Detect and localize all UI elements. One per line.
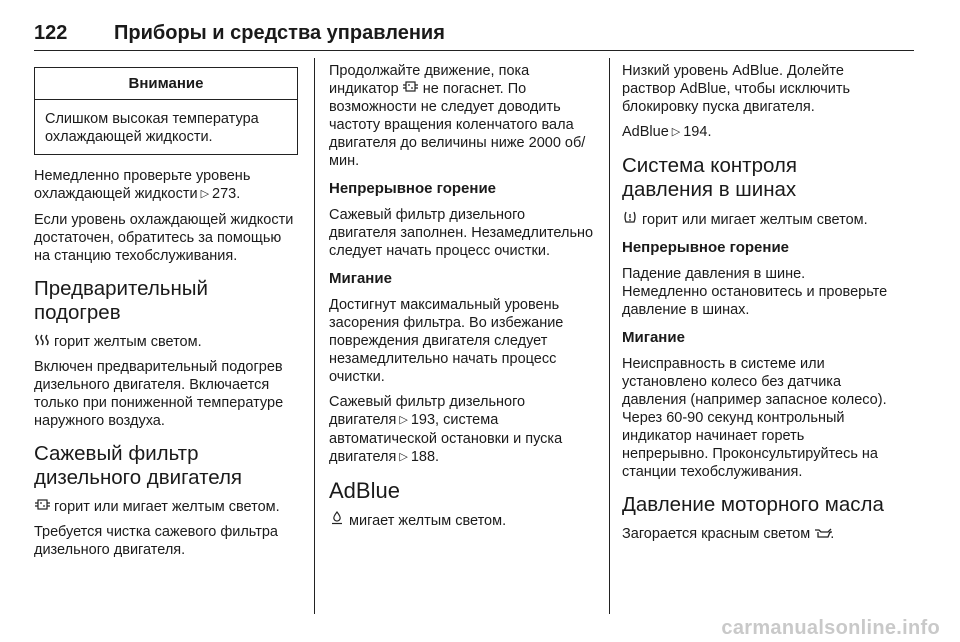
- section-heading: Система контроля давления в шинах: [622, 154, 797, 201]
- paragraph: Сажевый фильтр дизельного двигателя ▷ 193, система автоматической остановки и пуска двигателя ▷ 188.: [329, 394, 563, 465]
- column-divider: [609, 58, 610, 614]
- paragraph: Низкий уровень AdBlue. Долейте раствор AdBlue, чтобы исключить блокировку пуска двигателя.: [622, 63, 851, 115]
- column-divider: [314, 58, 315, 614]
- tire-pressure-icon: [622, 210, 638, 229]
- reference-arrow-icon: ▷: [200, 188, 210, 200]
- oil-can-icon: [814, 525, 830, 543]
- paragraph-text: мигает желтым светом.: [349, 513, 507, 529]
- paragraph: Сажевый фильтр дизельного двигателя заполнен. Незамедлительно следует начать процесс очистки.: [329, 207, 594, 259]
- reference-arrow-icon: ▷: [399, 451, 408, 463]
- column-2: [329, 62, 595, 537]
- page-number: 122: [34, 22, 68, 44]
- paragraph-text: горит желтым светом.: [54, 334, 202, 350]
- paragraph-text: AdBlue: [622, 124, 669, 140]
- column-1: [34, 62, 298, 566]
- section-heading: AdBlue: [329, 478, 400, 503]
- chapter-title: Приборы и средства управления: [114, 22, 445, 44]
- paragraph: [329, 511, 595, 530]
- paragraph: Если уровень охлаждающей жидкости достаточен, обратитесь за помощью на станцию техобслуживания.: [34, 212, 294, 264]
- paragraph-text: не погаснет. По возможности не следует доводить частоту вращения коленчатого вала двигателя до величины ниже 2000 об/мин.: [329, 81, 586, 169]
- page-reference[interactable]: 193: [410, 412, 436, 428]
- paragraph: [329, 62, 595, 170]
- page-reference[interactable]: 188: [410, 449, 436, 465]
- reference-arrow-icon: ▷: [671, 126, 681, 138]
- paragraph-text: , система автоматической остановки и пуска двигателя: [329, 412, 563, 465]
- paragraph: Загорается красным светом .: [622, 526, 835, 542]
- paragraph: Немедленно проверьте уровень охлаждающей жидкости ▷ 273.: [34, 168, 251, 202]
- paragraph-text: Загорается красным светом: [622, 526, 811, 542]
- section-heading: Сажевый фильтр дизельного двигателя: [34, 442, 243, 489]
- column-3: [622, 62, 888, 550]
- paragraph: [622, 210, 888, 229]
- subheading: Непрерывное горение: [329, 180, 497, 197]
- subheading: Непрерывное горение: [622, 239, 790, 256]
- subheading: Мигание: [622, 329, 685, 346]
- section-heading: Давление моторного масла: [622, 493, 884, 516]
- page-header: [34, 20, 914, 51]
- paragraph: Неисправность в системе или установлено колесо без датчика давления (например запасное колесо). Через 60-90 секунд контрольный индикатор начинает гореть непрерывно. Проконсультируйтесь на станции техобслуживания.: [622, 356, 887, 480]
- paragraph: Достигнут максимальный уровень засорения фильтра. Во избежание повреждения двигателя следует незамедлительно начать процесс очистки.: [329, 297, 564, 385]
- paragraph: Требуется чистка сажевого фильтра дизельного двигателя.: [34, 524, 279, 558]
- watermark: carmanualsonline.info: [721, 617, 940, 639]
- subheading: Мигание: [329, 270, 392, 287]
- paragraph: Включен предварительный подогрев дизельного двигателя. Включается только при пониженной температуре наружного воздуха.: [34, 359, 284, 429]
- paragraph-text: горит или мигает желтым светом.: [642, 212, 868, 228]
- warning-text: Слишком высокая температура охлаждающей жидкости.: [45, 111, 259, 145]
- paragraph: AdBlue ▷ 194.: [622, 124, 712, 140]
- adblue-icon: [329, 511, 345, 530]
- diesel-particulate-filter-icon: [34, 498, 50, 516]
- page-reference[interactable]: 194: [683, 124, 708, 140]
- glow-plug-icon: [34, 333, 50, 351]
- paragraph: [34, 498, 298, 516]
- paragraph-text: горит или мигает желтым светом.: [54, 499, 280, 515]
- section-heading: Предварительный подогрев: [34, 277, 208, 324]
- paragraph: [34, 333, 298, 351]
- paragraph: Падение давления в шине. Немедленно остановитесь и проверьте давление в шинах.: [622, 266, 888, 318]
- warning-box: [34, 67, 298, 155]
- page-reference[interactable]: 273: [212, 186, 237, 202]
- paragraph-text: Продолжайте движение, пока индикатор: [329, 63, 530, 97]
- paragraph-text: Немедленно проверьте уровень охлаждающей жидкости: [34, 168, 251, 202]
- diesel-particulate-filter-icon: [403, 80, 419, 98]
- reference-arrow-icon: ▷: [399, 414, 408, 426]
- warning-title: Внимание: [35, 68, 297, 100]
- paragraph-text: Сажевый фильтр дизельного двигателя: [329, 394, 526, 428]
